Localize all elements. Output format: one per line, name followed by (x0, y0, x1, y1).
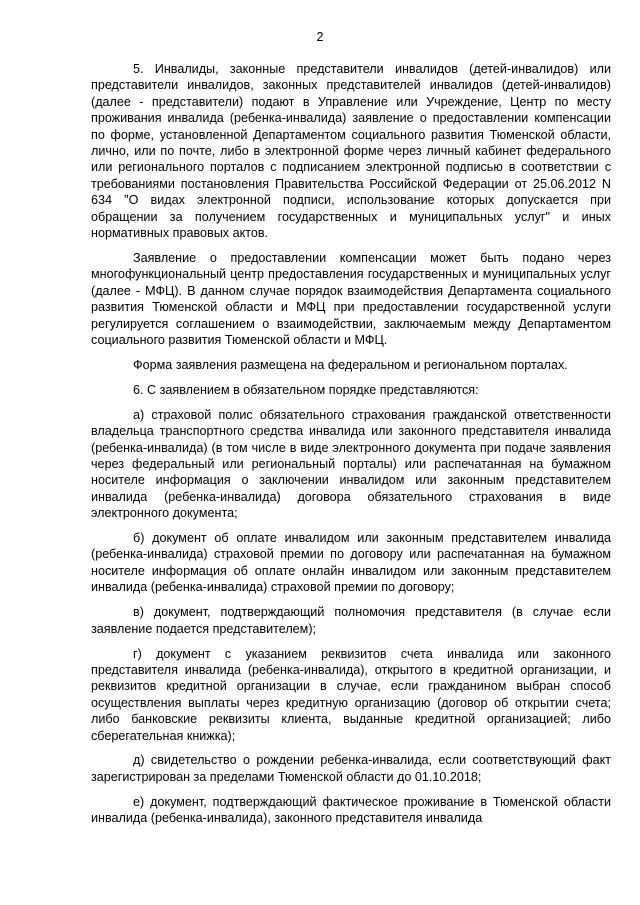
paragraph-5: 5. Инвалиды, законные представители инвалидов (детей-инвалидов) или представители инвалидов, законных представителей инвалидов (детей-инвалидов) (далее - представители) подают в Управление или Учреждение, Центр по месту проживания инвалида (ребенка-инвалида) заявление о предоставлении компенсации по форме, установленной Департаментом социального развития Тюменской области, лично, или по почте, либо в электронной форме через личный кабинет федерального или регионального порталов с подписанием электронной подписью в соответствии с требованиями постановления Правительства Российской Федерации от 25.06.2012 N 634 "О видах электронной подписи, использование которых допускается при обращении за получением государственных и муниципальных услуг" и иных нормативных правовых актов. (91, 62, 611, 241)
paragraph-6v: в) документ, подтверждающий полномочия представителя (в случае если заявление подается представителем); (91, 605, 611, 636)
paragraph-mfc: Заявление о предоставлении компенсации может быть подано через многофункциональный центр предоставления государственных и муниципальных услуг (далее - МФЦ). В данном случае порядок взаимодействия Департамента социального развития Тюменской области и МФЦ при предоставлении государственной услуги регулируется соглашением о взаимодействии, заключаемым между Департаментом социального развития Тюменской области и МФЦ. (91, 250, 611, 347)
paragraph-6a: а) страховой полис обязательного страхования гражданской ответственности владельца транспортного средства инвалида или законного представителя инвалида (ребенка-инвалида) (в том числе в виде электронного документа при подаче заявления через федеральный или региональный порталы) или распечатанная на бумажном носителе информация о заключении инвалидом или законным представителем инвалида (ребенка-инвалида) договора обязательного страхования в виде электронного документа; (91, 407, 611, 521)
paragraph-6b: б) документ об оплате инвалидом или законным представителем инвалида (ребенка-инвалида) страховой премии по договору или распечатанная на бумажном носителе информация об оплате онлайн инвалидом или законным представителем инвалида (ребенка-инвалида) страховой премии по договору; (91, 531, 611, 595)
paragraph-6g: г) документ с указанием реквизитов счета инвалида или законного представителя инвалида (ребенка-инвалида), открытого в кредитной организации, и реквизитов кредитной организации в случае, если гражданином выбран способ осуществления выплаты через кредитную организацию (договор об открытии счета; либо банковские реквизиты клиента, выданные кредитной организацией; либо сберегательная книжка); (91, 646, 611, 743)
paragraph-form-location: Форма заявления размещена на федеральном и региональном порталах. (133, 357, 568, 372)
paragraph-6e: е) документ, подтверждающий фактическое проживание в Тюменской области инвалида (ребенка-инвалида), законного представителя инвалида (91, 794, 611, 826)
paragraph-6d: д) свидетельство о рождении ребенка-инвалида, если соответствующий факт зарегистрирован за пределами Тюменской области до 01.10.2018; (91, 753, 611, 784)
document-body (91, 61, 611, 835)
paragraph-6: 6. С заявлением в обязательном порядке представляются: (133, 382, 479, 397)
page-number: 2 (316, 30, 324, 44)
